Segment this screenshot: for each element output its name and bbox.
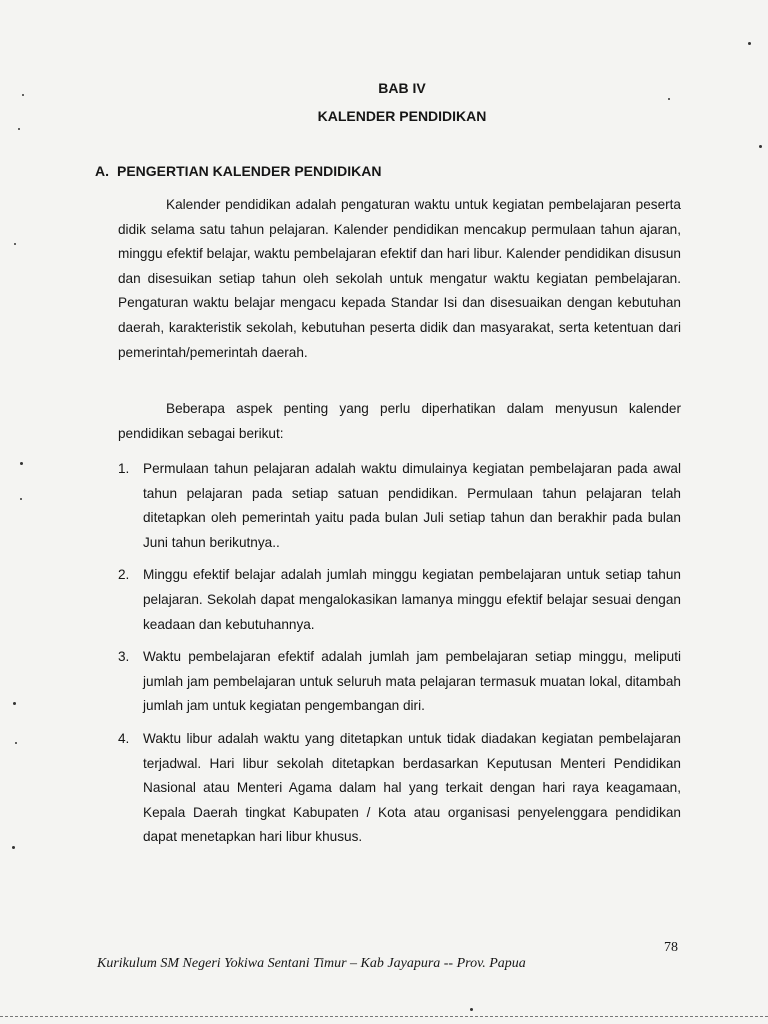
list-item xyxy=(118,727,681,850)
list-item-text: Waktu pembelajaran efektif adalah jumlah jam pembelajaran setiap minggu, meliputi jumlah jam pembelajaran untuk seluruh mata pelajaran termasuk muatan lokal, ditambah jumlah jam untuk kegiatan pengembangan diri. xyxy=(143,649,681,714)
scan-speck xyxy=(470,1008,473,1011)
scan-speck xyxy=(668,98,670,100)
scan-speck xyxy=(759,145,762,148)
list-item-number: 4. xyxy=(118,730,130,746)
list-item xyxy=(118,645,681,719)
chapter-title: KALENDER PENDIDIKAN xyxy=(317,108,487,124)
list-item-text: Permulaan tahun pelajaran adalah waktu dimulainya kegiatan pembelajaran pada awal tahun pelajaran pada setiap satuan pendidikan. Permulaan tahun pelajaran telah ditetapkan oleh pemerintah yaitu pada bulan Juli setiap tahun dan berakhir pada bulan Juni tahun berikutnya.. xyxy=(143,461,681,550)
list-item-number: 1. xyxy=(118,461,130,476)
footer-text: Kurikulum SM Negeri Yokiwa Sentani Timur – Kab Jayapura -- Prov. Papua xyxy=(97,956,526,971)
list-item-number: 3. xyxy=(118,649,130,665)
list-item-text: Minggu efektif belajar adalah jumlah minggu kegiatan pembelajaran untuk setiap tahun pelajaran. Sekolah dapat mengalokasikan lamanya minggu efektif belajar sesuai dengan keadaan dan kebutuhannya. xyxy=(143,567,681,632)
scan-speck xyxy=(12,846,15,849)
list-item-number: 2. xyxy=(118,567,130,583)
list-item-text: Waktu libur adalah waktu yang ditetapkan untuk tidak diadakan kegiatan pembelajaran terjadwal. Hari libur sekolah ditetapkan berdasarkan Keputusan Menteri Pendidikan Nasional atau Menteri Agama dalam hal yang terkait dengan hari raya keagamaan, Kepala Daerah tingkat Kabupaten / Kota atau organisasi penyelenggara pendidikan dapat menetapkan hari libur khusus. xyxy=(143,730,681,845)
chapter-number: BAB IV xyxy=(378,80,426,96)
section-title: PENGERTIAN KALENDER PENDIDIKAN xyxy=(117,163,382,179)
scan-speck xyxy=(15,742,17,744)
section-letter: A. xyxy=(95,163,109,179)
scan-speck xyxy=(18,128,20,130)
list-item xyxy=(118,457,681,555)
scan-edge-line xyxy=(0,1016,768,1017)
paragraph-definition: Kalender pendidikan adalah pengaturan waktu untuk kegiatan pembelajaran peserta didik selama satu tahun pelajaran. Kalender pendidikan mencakup permulaan tahun ajaran, minggu efektif belajar, waktu pembelajaran efektif dan hari libur. Kalender pendidikan disusun dan disesuikan setiap tahun oleh sekolah untuk mengatur waktu kegiatan pembelajaran. Pengaturan waktu belajar mengacu kepada Standar Isi dan disesuaikan dengan kebutuhan daerah, karakteristik sekolah, kebutuhan peserta didik dan masyarakat, serta ketentuan dari pemerintah/pemerintah daerah. xyxy=(118,197,681,360)
section-heading xyxy=(95,163,381,179)
page-number: 78 xyxy=(664,940,678,955)
paragraph-aspects-intro: Beberapa aspek penting yang perlu diperhatikan dalam menyusun kalender pendidikan sebagai berikut: xyxy=(118,401,681,441)
scan-speck xyxy=(13,702,16,705)
scan-speck xyxy=(20,462,23,465)
scan-speck xyxy=(20,498,22,500)
scan-speck xyxy=(22,94,24,96)
list-item xyxy=(118,563,681,637)
scan-speck xyxy=(14,243,16,245)
aspect-list xyxy=(118,457,681,858)
scan-speck xyxy=(748,42,751,45)
